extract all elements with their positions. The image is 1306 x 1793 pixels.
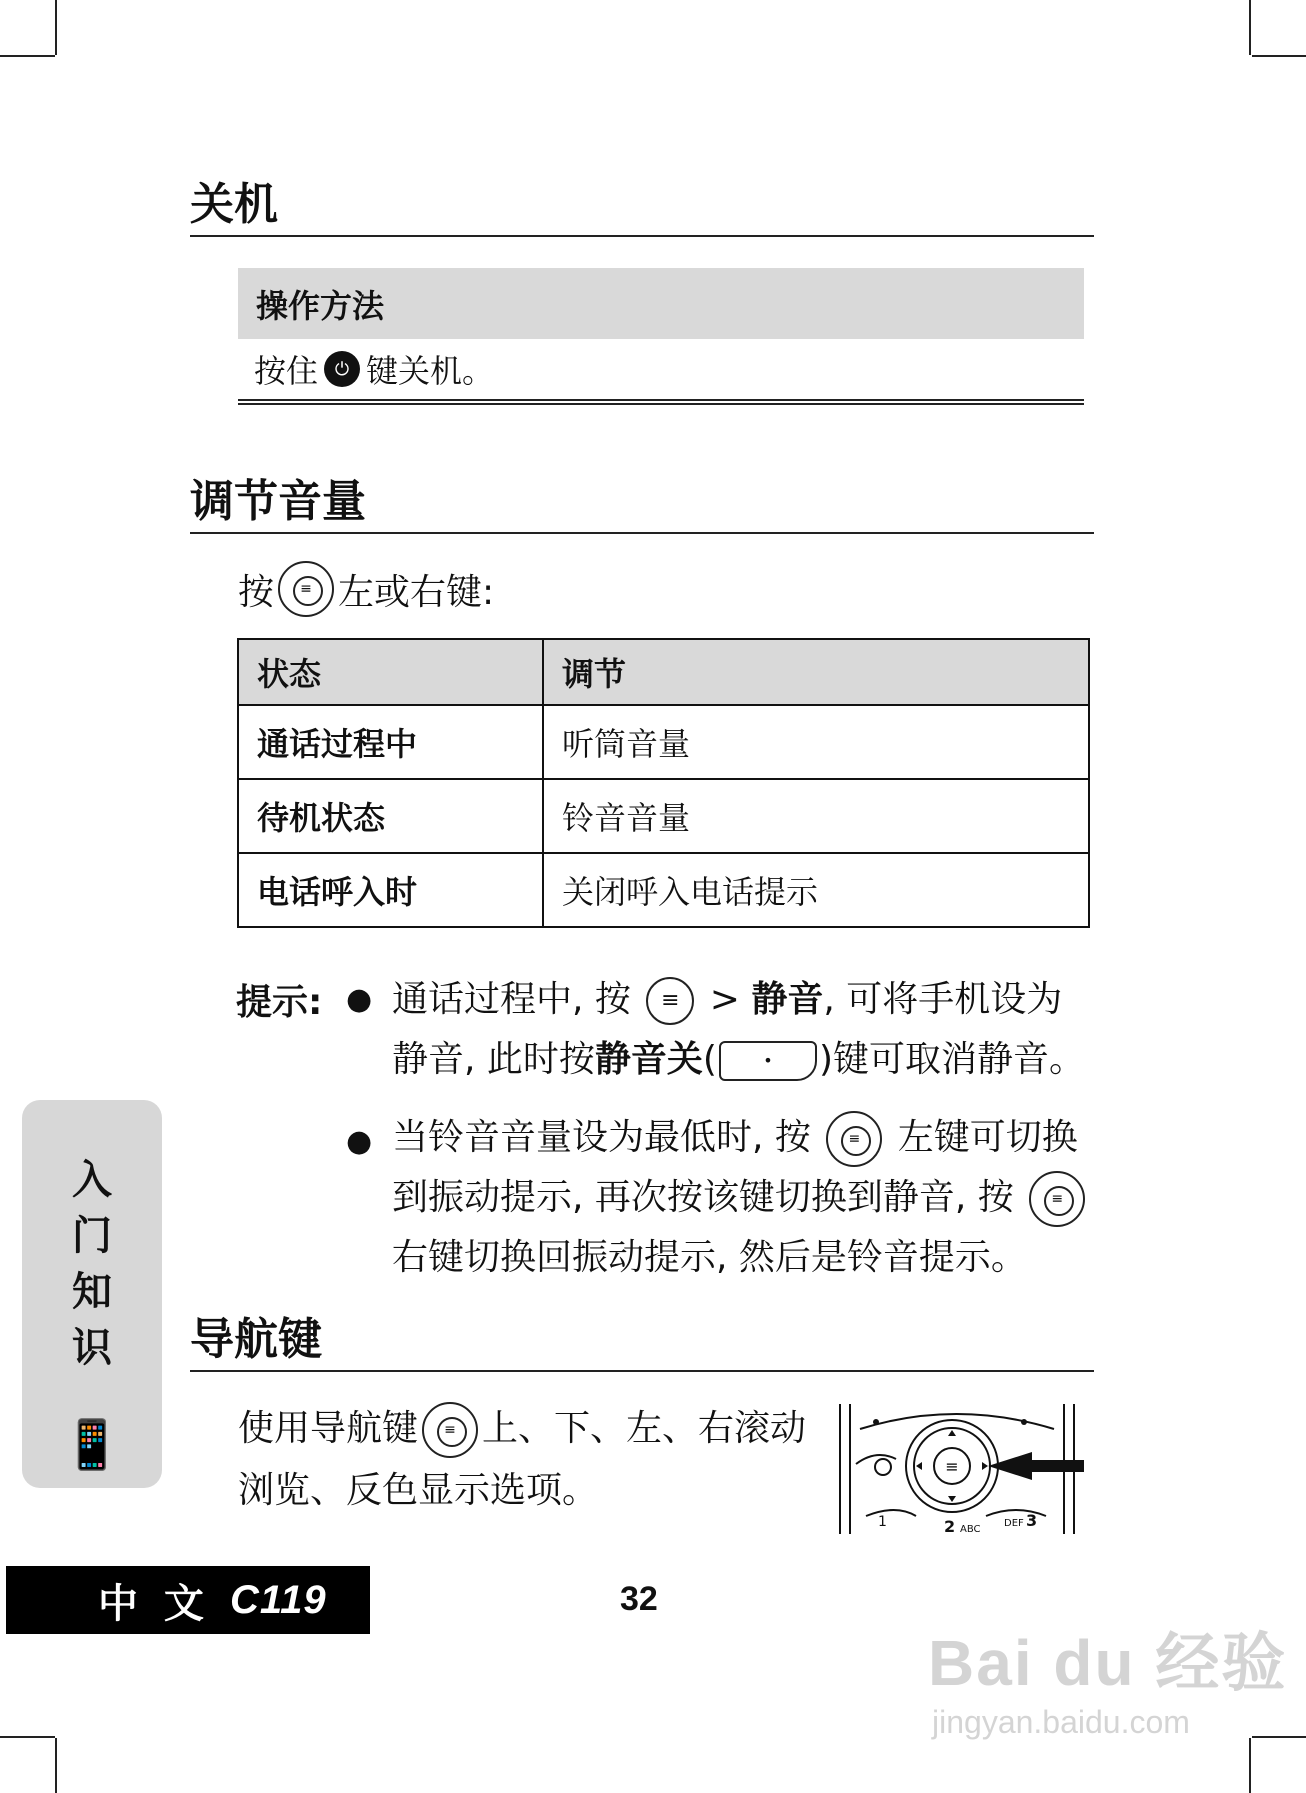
volume-table	[237, 638, 1090, 928]
svg-text:DEF: DEF	[1004, 1518, 1024, 1529]
nav-key-icon: ≡	[826, 1111, 882, 1167]
svg-text:ABC: ABC	[960, 1524, 981, 1534]
footer-model-box	[6, 1566, 370, 1634]
watermark-url: jingyan.baidu.com	[932, 1704, 1190, 1740]
crop-mark	[55, 1738, 57, 1793]
table-cell-state: 电话呼入时	[238, 853, 543, 927]
crop-mark	[0, 55, 55, 57]
chapter-side-tab	[22, 1100, 162, 1488]
method-body	[238, 339, 1084, 405]
tip1-bold-mute-off: 静音关	[594, 1039, 703, 1080]
tip1-bold-mute: 静音	[751, 979, 824, 1020]
nav-key-icon: ≡	[1029, 1171, 1085, 1227]
table-cell-adjust: 听筒音量	[543, 705, 1089, 779]
crop-mark	[0, 1736, 55, 1738]
tip-1	[392, 970, 1092, 1090]
bullet-icon: ●	[346, 982, 373, 1017]
section-title-navigation: 导航键	[190, 1318, 1094, 1372]
crop-mark	[55, 0, 57, 55]
instruction-prefix: 按住	[254, 352, 319, 390]
svg-text:1: 1	[878, 1514, 887, 1530]
svg-text:≡: ≡	[945, 1457, 959, 1476]
svg-text:2: 2	[944, 1517, 956, 1534]
side-tab-char: 入	[72, 1156, 112, 1203]
section-title-volume: 调节音量	[190, 480, 1094, 534]
table-header-row	[238, 639, 1089, 705]
table-header-cell: 状态	[238, 639, 543, 705]
method-header: 操作方法	[238, 268, 1084, 339]
navigation-text	[238, 1398, 818, 1522]
page-number: 32	[620, 1580, 658, 1618]
nav-text-suffix: 上、下、左、右滚动浏览、反色显示选项。	[238, 1408, 807, 1511]
crop-mark	[1252, 55, 1306, 57]
table-cell-adjust: 铃音音量	[543, 779, 1089, 853]
tip-2	[392, 1108, 1092, 1288]
crop-mark	[1249, 0, 1251, 55]
svg-text:3: 3	[1026, 1511, 1038, 1530]
nav-key-icon: ≡	[278, 561, 334, 617]
nav-key-icon: ≡	[422, 1402, 478, 1458]
volume-intro	[238, 561, 494, 617]
tip2-text-a: 当铃音音量设为最低时, 按	[392, 1117, 811, 1158]
footer-model: C119	[229, 1577, 327, 1622]
intro-prefix: 按	[238, 571, 275, 613]
tip1-paren-open: (	[702, 1039, 717, 1080]
table-cell-adjust: 关闭呼入电话提示	[543, 853, 1089, 927]
table-header-cell: 调节	[543, 639, 1089, 705]
baidu-watermark	[928, 1612, 1287, 1741]
tip2-text-b: 左键可切换到振动提示, 再次按该键切换到静音, 按	[392, 1117, 1078, 1218]
table-row	[238, 853, 1089, 927]
section-title-shutdown: 关机	[190, 183, 1094, 237]
tip1-text-c: , 可将手机设为静音, 此时按	[392, 979, 1063, 1080]
side-tab-char: 知	[72, 1268, 112, 1315]
tip-label: 提示:	[236, 982, 323, 1023]
side-tab-char: 门	[72, 1212, 112, 1259]
tip1-text-e: )键可取消静音。	[818, 1039, 1085, 1080]
footer-language: 中 文	[98, 1580, 210, 1627]
crop-mark	[1249, 1738, 1251, 1793]
soft-key-icon: •	[719, 1041, 817, 1081]
side-tab-char: 识	[72, 1324, 112, 1371]
watermark-brand: Bai du 经验	[928, 1627, 1288, 1699]
table-row	[238, 779, 1089, 853]
instruction-suffix: 键关机。	[366, 352, 495, 390]
shutdown-method-box	[238, 268, 1084, 405]
table-row	[238, 705, 1089, 779]
power-key-icon: ⏻	[324, 351, 360, 387]
bullet-icon: ●	[346, 1124, 373, 1159]
phone-navigation-illustration	[836, 1404, 1086, 1534]
intro-suffix: 左或右键:	[338, 571, 495, 613]
table-cell-state: 通话过程中	[238, 705, 543, 779]
nav-text-prefix: 使用导航键	[238, 1408, 419, 1449]
tip2-text-c: 右键切换回振动提示, 然后是铃音提示。	[392, 1237, 1027, 1278]
tip1-text-a: 通话过程中, 按	[392, 979, 631, 1020]
table-cell-state: 待机状态	[238, 779, 543, 853]
menu-key-icon: ≡	[646, 977, 694, 1025]
tip1-text-b: >	[709, 979, 752, 1020]
phone-icon: 📱	[62, 1417, 122, 1473]
